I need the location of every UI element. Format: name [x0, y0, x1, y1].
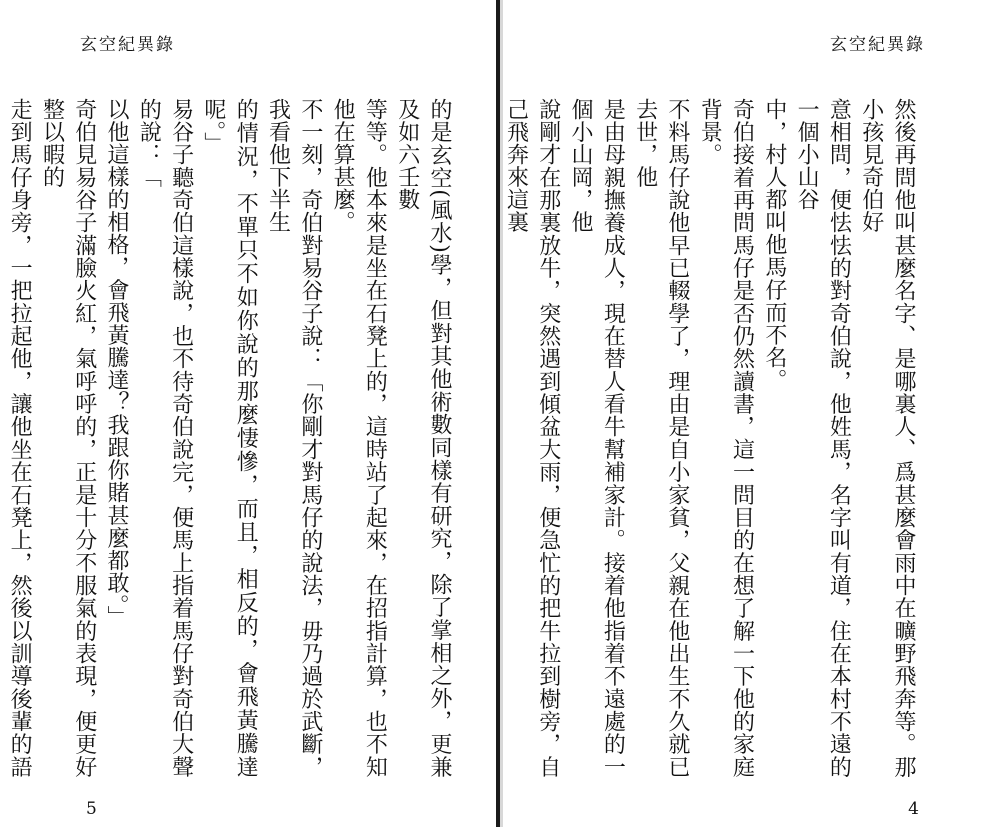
text-column: 的是玄空(風水)學，但對其他術數同樣有研究，除了掌相之外，更兼及如六壬數: [394, 98, 452, 778]
text-column: 走到馬仔身旁，一把拉起他，讓他坐在石凳上，然後以訓導後輩的語: [7, 98, 33, 778]
left-page: [0, 0, 497, 827]
text-column: 意相問，便怯怯的對奇伯說，他姓馬，名字叫有道，住在本村不遠的一個小山谷: [794, 98, 852, 778]
text-column: 中，村人都叫他馬仔而不名。: [761, 98, 787, 392]
text-column: 奇伯見易谷子滿臉火紅，氣呼呼的，正是十分不服氣的表現，便更好整以暇的: [39, 98, 97, 778]
text-column: 奇伯接着再問馬仔是否仍然讀書，這一問目的在想了解一下他的家庭背景。: [697, 98, 755, 778]
page-number: 4: [908, 799, 919, 819]
text-column: 的情況，不單只不如你說的那麼悽慘，而且，相反的，會飛黃騰達呢。」: [200, 98, 259, 778]
right-page: [503, 0, 1005, 827]
text-column: 易谷子聽奇伯這樣說，也不待奇伯說完，便馬上指着馬仔對奇伯大聲的說：「: [136, 98, 194, 778]
running-title: 玄空紀異錄: [830, 35, 925, 55]
text-column: 是由母親撫養成人，現在替人看牛幫補家計。接着他指着不遠處的一個小山岡，他: [568, 98, 626, 778]
body-text: [7, 98, 455, 778]
running-title: 玄空紀異錄: [80, 35, 175, 55]
text-column: 不一刻，奇伯對易谷子說：「你剛才對馬仔的說法，毋乃過於武斷，我看他下半生: [265, 98, 323, 778]
page-number: 5: [86, 799, 97, 819]
text-column: 說剛才在那裏放牛，突然遇到傾盆大雨，便急忙的把牛拉到樹旁，自己飛奔來這裏: [503, 98, 561, 778]
text-column: 然後再問他叫甚麼名字、是哪裏人、爲甚麼會雨中在曠野飛奔等。那小孩見奇伯好: [858, 98, 916, 778]
text-column: 不料馬仔說他早已輟學了，理由是自小家貧，父親在他出生不久就已去世，他: [632, 98, 690, 778]
text-column: 以他這樣的相格，會飛黃騰達？我跟你賭甚麼都敢。」: [104, 98, 130, 629]
text-column: 等等。他本來是坐在石凳上的，這時站了起來，在招指計算，也不知他在算甚麼。: [330, 98, 388, 778]
body-text: [503, 98, 919, 778]
